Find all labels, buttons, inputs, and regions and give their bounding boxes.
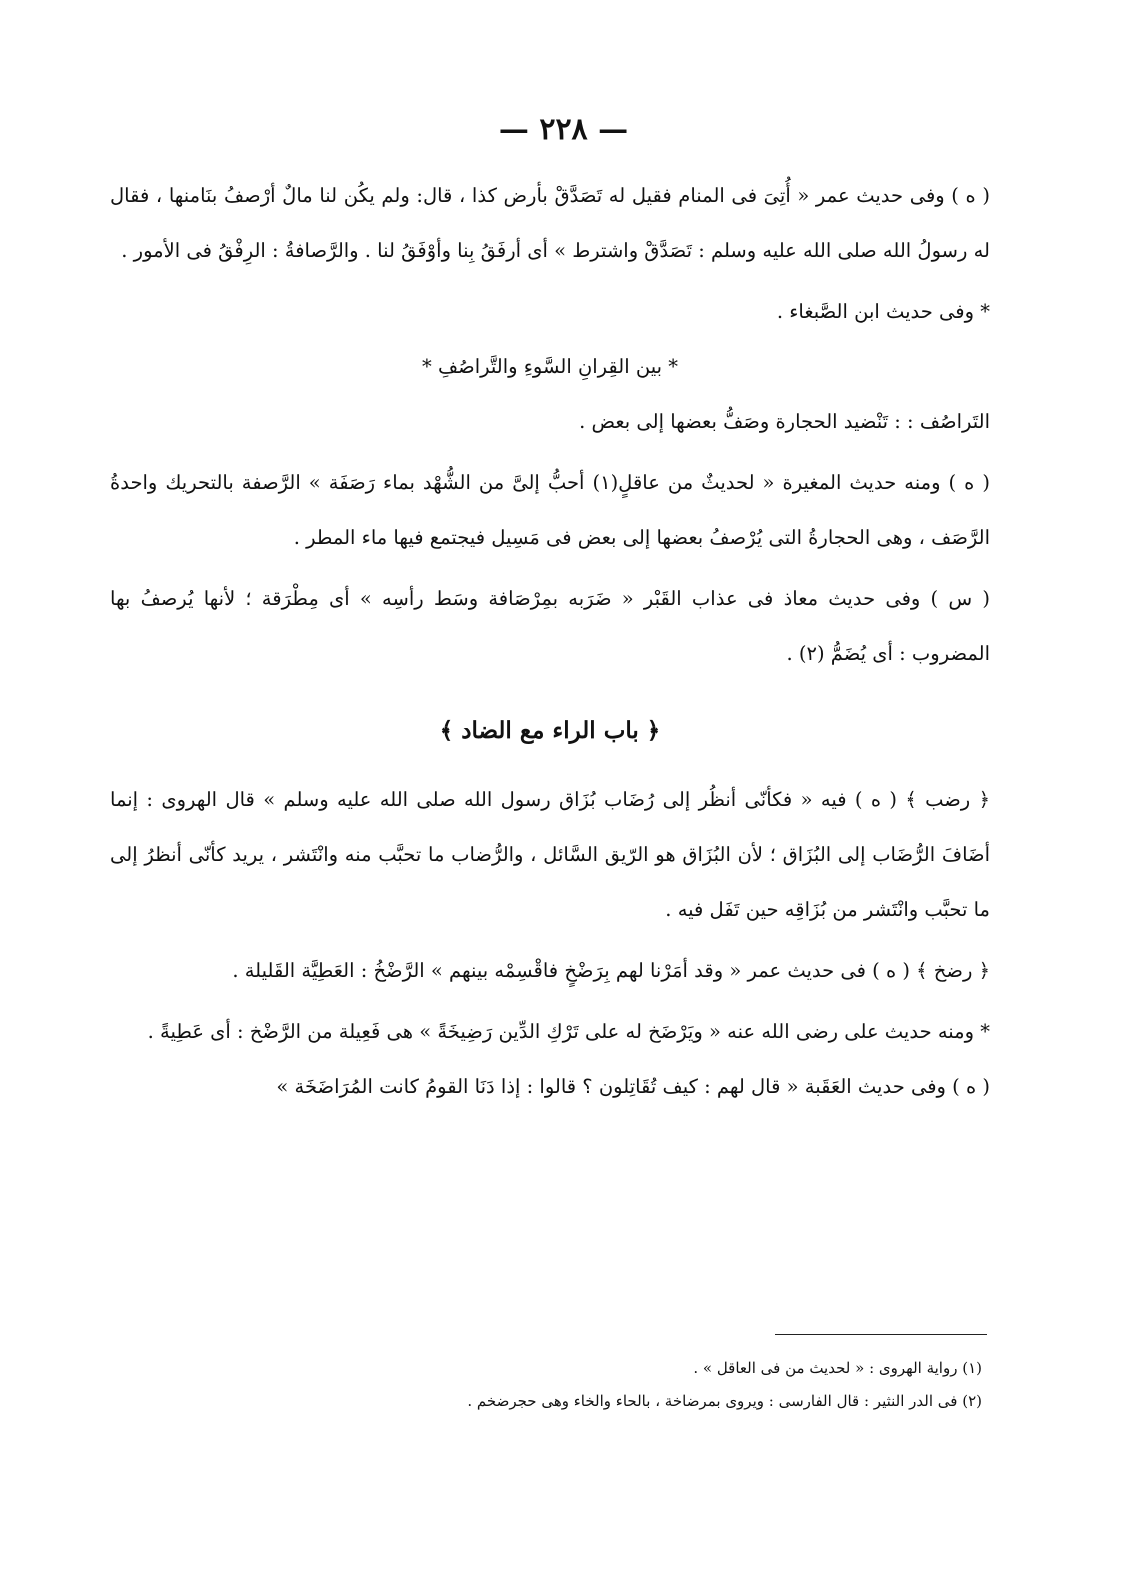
- entry-hadith-ali: * ومنه حديث على رضى الله عنه « ويَرْضَخ له على تَرْكِ الدِّين رَضِيخَةً » هى فَعِيلة من الرَّضْخ : أى عَطِيةً .: [147, 1020, 990, 1043]
- verse-line: * بين القِرانِ السَّوءِ والتَّراصُفِ *: [422, 355, 678, 378]
- footnote-2: (٢) فى الدر النثير : قال الفارسى : ويروى بمرضاخة ، بالحاء والخاء وهى حجرضخم .: [467, 1392, 982, 1410]
- section-heading: ﴿ باب الراء مع الضاد ﴾: [439, 717, 661, 744]
- footnotes: [110, 1352, 982, 1418]
- main-text: [110, 168, 990, 1114]
- paragraph-hadith-umar: ( ه ) وفى حديث عمر « أُتِىَ فى المنام فقيل له تَصَدَّقْ بأرض كذا ، قال: ولم يكُن لنا مالٌ أرْصفُ بنَامنها ، فقال له رسولُ الله صلى الله عليه وسلم : تَصَدَّقْ واشترط » أى أرفَقُ بِنا وأوْفَقُ لنا . والرَّصافةُ : الرِفْقُ فى الأمور .: [110, 184, 990, 262]
- page-number: — ٢٢٨ —: [498, 112, 629, 147]
- footnote-divider: [775, 1334, 987, 1335]
- paragraph-hadith-muadh: ( س ) وفى حديث معاذ فى عذاب القَبْر « ضَرَبه بمِرْصَافة وسَط رأسِه » أى مِطْرَقة ؛ لأنها يُرصفُ بها المضروب : أى يُضَمُّ (٢) .: [110, 587, 990, 665]
- paragraph-ibn-alsabgha: * وفى حديث ابن الصَّبغاء .: [776, 300, 990, 323]
- entry-radakh: ﴿ رضخ ﴾ ( ه ) فى حديث عمر « وقد أمَرْنا لهم بِرَضْخٍ فاقْسِمْه بينهم » الرَّضْخُ : العَطِيَّة القَليلة .: [232, 959, 990, 982]
- paragraph-taraasuf-definition: التَراصُف : : تَنْضيد الحجارة وصَفُّ بعضها إلى بعض .: [579, 410, 990, 433]
- entry-hadith-aqaba: ( ه ) وفى حديث العَقَبة « قال لهم : كيف تُقَاتِلون ؟ قالوا : إذا دَنَا القومُ كانت المُرَاضَخَة »: [276, 1075, 990, 1098]
- entry-radab: ﴿ رضب ﴾ ( ه ) فيه « فكأنّى أنظُر إلى رُضَاب بُزَاق رسول الله صلى الله عليه وسلم » قال الهروى : إنما أضَافَ الرُّضَاب إلى البُزَاق ؛ لأن البُزَاق هو الرّيق السَّائل ، والرُّضاب ما تحبَّب منه وانْتَشر ، يريد كأنّى أنظرُ إلى ما تحبَّب وانْتَشر من بُزَاقِه حين تَفَل فيه .: [110, 788, 990, 921]
- footnote-1: (١) رواية الهروى : « لحديث من فى العاقل » .: [693, 1359, 982, 1377]
- paragraph-hadith-mughira: ( ه ) ومنه حديث المغيرة « لحديثٌ من عاقلٍ(١) أحبُّ إلىَّ من الشُّهْد بماء رَصَفَة » الرَّصفة بالتحريك واحدةُ الرَّصَف ، وهى الحجارةُ التى يُرْصفُ بعضها إلى بعض فى مَسِيل فيجتمع فيها ماء المطر .: [110, 471, 990, 549]
